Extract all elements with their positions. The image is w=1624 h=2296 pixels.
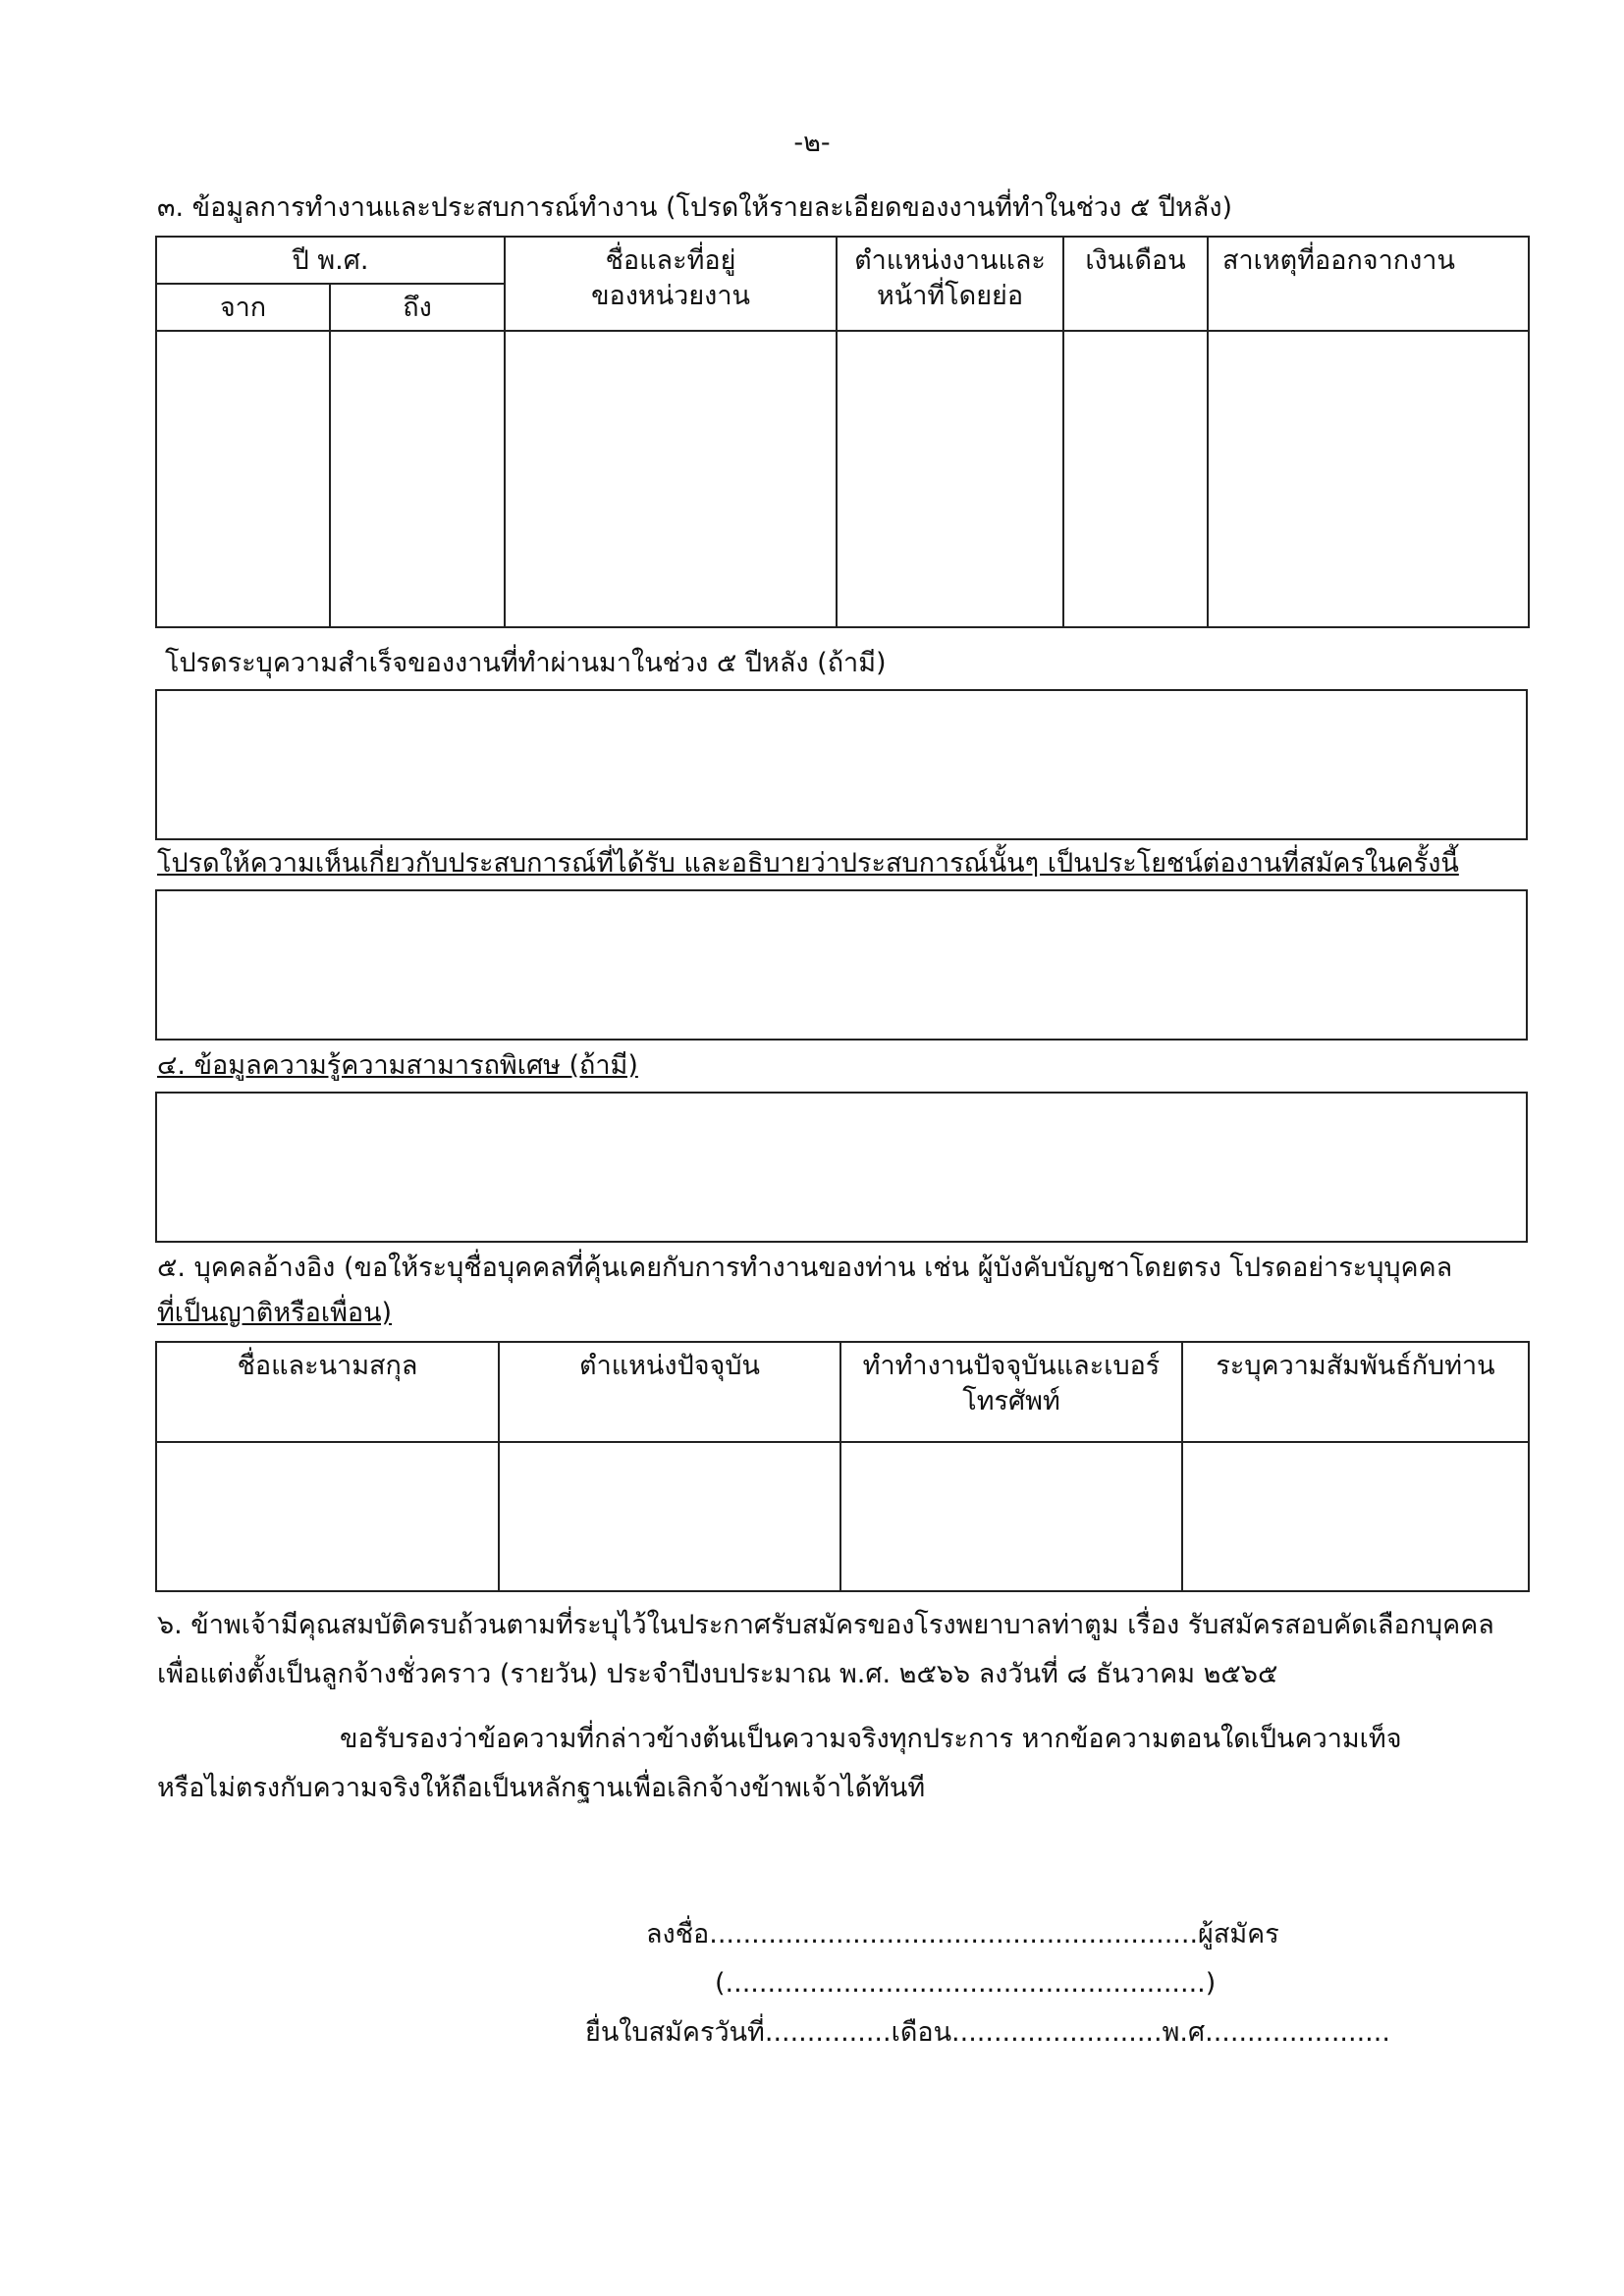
special-skills-box[interactable]	[155, 1092, 1528, 1243]
header-org	[505, 237, 837, 331]
ref-cell-work[interactable]	[840, 1442, 1182, 1591]
ref-header-work	[840, 1342, 1182, 1442]
header-salary: เงินเดือน	[1063, 237, 1208, 331]
cell-reason[interactable]	[1208, 331, 1529, 627]
references-table	[155, 1341, 1530, 1592]
header-reason: สาเหตุที่ออกจากงาน	[1208, 237, 1529, 331]
section5-heading-line1: ๕. บุคคลอ้างอิง (ขอให้ระบุชื่อบุคคลที่คุ้นเคยกับการทำงานของท่าน เช่น ผู้บังคับบัญชาโดยตรง โปรดอย่าระบุบุคคล	[157, 1253, 1453, 1283]
ref-cell-relation[interactable]	[1182, 1442, 1529, 1591]
certification-line1: ขอรับรองว่าข้อความที่กล่าวข้างต้นเป็นความจริงทุกประการ หากข้อความตอนใดเป็นความเท็จ	[340, 1724, 1402, 1754]
certification-line2: หรือไม่ตรงกับความจริงให้ถือเป็นหลักฐานเพื่อเลิกจ้างข้าพเจ้าได้ทันที	[157, 1773, 926, 1803]
header-position-line1: ตำแหน่งงานและ	[854, 245, 1046, 276]
opinion-label: โปรดให้ความเห็นเกี่ยวกับประสบการณ์ที่ได้รับ และอธิบายว่าประสบการณ์นั้นๆ เป็นประโยชน์ต่องานที่สมัครในครั้งนี้	[157, 848, 1459, 879]
reference-row	[156, 1442, 1529, 1591]
work-history-table	[155, 236, 1530, 628]
ref-cell-position[interactable]	[499, 1442, 840, 1591]
ref-header-work-line2: โทรศัพท์	[962, 1386, 1060, 1417]
header-org-line2: ของหน่วยงาน	[591, 281, 750, 312]
section4-heading: ๔. ข้อมูลความรู้ความสามารถพิเศษ (ถ้ามี)	[157, 1050, 638, 1081]
ref-header-work-line1: ทำทำงานปัจจุบันและเบอร์	[862, 1351, 1161, 1381]
page-number: -๒-	[793, 128, 831, 158]
section3-heading: ๓. ข้อมูลการทำงานและประสบการณ์ทำงาน (โปรดให้รายละเอียดของงานที่ทำในช่วง ๕ ปีหลัง)	[157, 192, 1233, 223]
header-position	[837, 237, 1063, 331]
opinion-box[interactable]	[155, 889, 1528, 1041]
cell-position[interactable]	[837, 331, 1063, 627]
header-org-line1: ชื่อและที่อยู่	[605, 245, 736, 276]
achievements-box[interactable]	[155, 689, 1528, 840]
section6-line1: ๖. ข้าพเจ้ามีคุณสมบัติครบถ้วนตามที่ระบุไว้ในประกาศรับสมัครของโรงพยาบาลท่าตูม เรื่อง รับสมัครสอบคัดเลือกบุคคล	[157, 1610, 1494, 1640]
achievements-label: โปรดระบุความสำเร็จของงานที่ทำผ่านมาในช่วง ๕ ปีหลัง (ถ้ามี)	[165, 648, 887, 678]
header-from: จาก	[156, 284, 330, 331]
cell-to[interactable]	[330, 331, 505, 627]
header-year: ปี พ.ศ.	[156, 237, 505, 284]
ref-cell-name[interactable]	[156, 1442, 499, 1591]
ref-header-position: ตำแหน่งปัจจุบัน	[499, 1342, 840, 1442]
cell-from[interactable]	[156, 331, 330, 627]
header-to: ถึง	[330, 284, 505, 331]
section5-heading-line2: ที่เป็นญาติหรือเพื่อน)	[157, 1298, 393, 1328]
cell-org[interactable]	[505, 331, 837, 627]
ref-header-name: ชื่อและนามสกุล	[156, 1342, 499, 1442]
signature-name-line[interactable]: (.........................................................)	[715, 1968, 1217, 1999]
header-position-line2: หน้าที่โดยย่อ	[876, 281, 1024, 312]
cell-salary[interactable]	[1063, 331, 1208, 627]
signature-line[interactable]: ลงชื่อ..........................................................ผู้สมัคร	[646, 1919, 1279, 1949]
ref-header-relation: ระบุความสัมพันธ์กับท่าน	[1182, 1342, 1529, 1442]
section6-line2: เพื่อแต่งตั้งเป็นลูกจ้างชั่วคราว (รายวัน) ประจำปีงบประมาณ พ.ศ. ๒๕๖๖ ลงวันที่ ๘ ธันวาคม ๒๕๖๕	[157, 1659, 1278, 1689]
submission-date-line[interactable]: ยื่นใบสมัครวันที่...............เดือน.........................พ.ศ......................	[585, 2017, 1390, 2048]
work-history-row	[156, 331, 1529, 627]
